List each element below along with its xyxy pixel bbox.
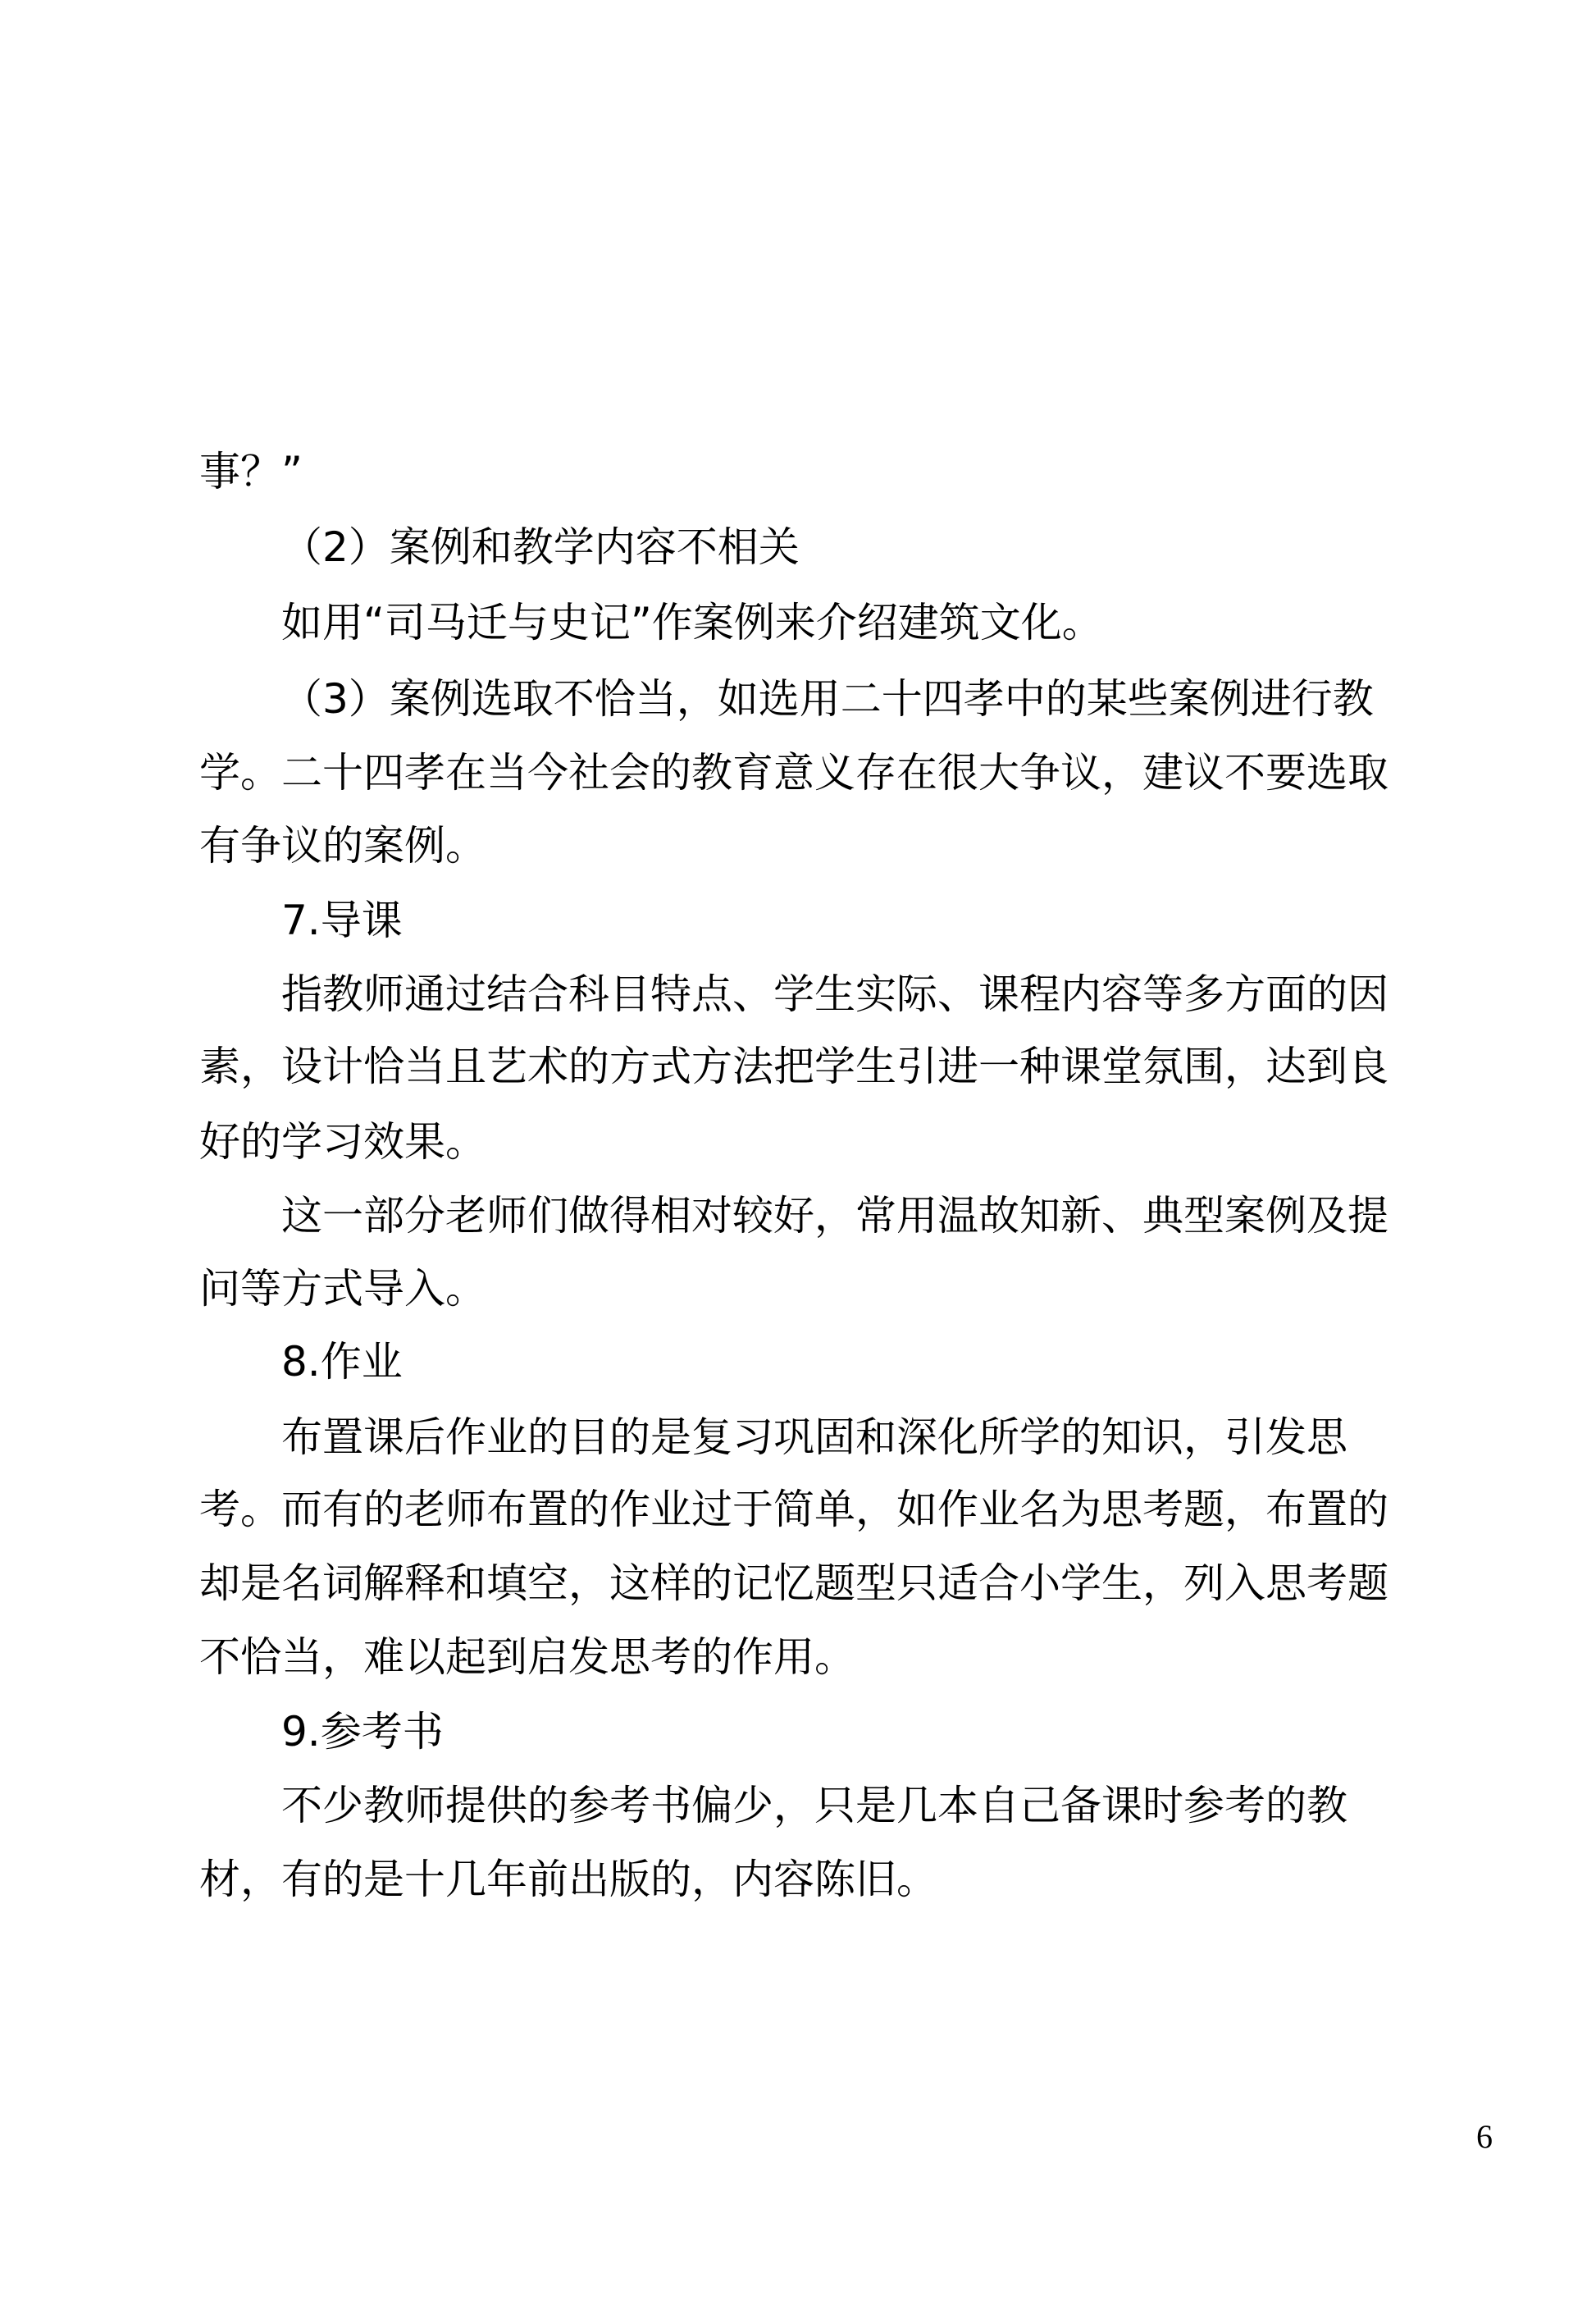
subheading-case-unrelated: （2）案例和教学内容不相关 xyxy=(281,523,800,571)
section-heading-reference-books: 9.参考书 xyxy=(281,1708,444,1756)
text-line: 学。二十四孝在当今社会的教育意义存在很大争议，建议不要选取 xyxy=(199,749,1389,797)
text-line: 不少教师提供的参考书偏少，只是几本自己备课时参考的教 xyxy=(281,1782,1347,1829)
text-line: （3）案例选取不恰当，如选用二十四孝中的某些案例进行教 xyxy=(281,675,1374,723)
text-line: 素，设计恰当且艺术的方式方法把学生引进一种课堂氛围，达到良 xyxy=(199,1043,1389,1090)
text-line: 材，有的是十几年前出版的，内容陈旧。 xyxy=(199,1856,937,1903)
text-line: 好的学习效果。 xyxy=(199,1118,486,1166)
text-line: 布置课后作业的目的是复习巩固和深化所学的知识，引发思 xyxy=(281,1413,1347,1461)
section-heading-lesson-intro: 7.导课 xyxy=(281,897,403,944)
text-line: 问等方式导入。 xyxy=(199,1265,486,1313)
text-line: 却是名词解释和填空，这样的记忆题型只适合小学生，列入思考题 xyxy=(199,1559,1389,1607)
text-line: 有争议的案例。 xyxy=(199,822,486,870)
section-heading-homework: 8.作业 xyxy=(281,1338,403,1386)
text-line: 如用“司马迁与史记”作案例来介绍建筑文化。 xyxy=(281,599,1103,646)
text-line: 考。而有的老师布置的作业过于简单，如作业名为思考题，布置的 xyxy=(199,1486,1389,1533)
text-line: 不恰当，难以起到启发思考的作用。 xyxy=(199,1633,855,1681)
text-line: 指教师通过结合科目特点、学生实际、课程内容等多方面的因 xyxy=(281,970,1389,1018)
text-line: 这一部分老师们做得相对较好，常用温故知新、典型案例及提 xyxy=(281,1192,1389,1240)
text-line: 事？” xyxy=(199,448,303,495)
page-number: 6 xyxy=(1476,2118,1493,2155)
